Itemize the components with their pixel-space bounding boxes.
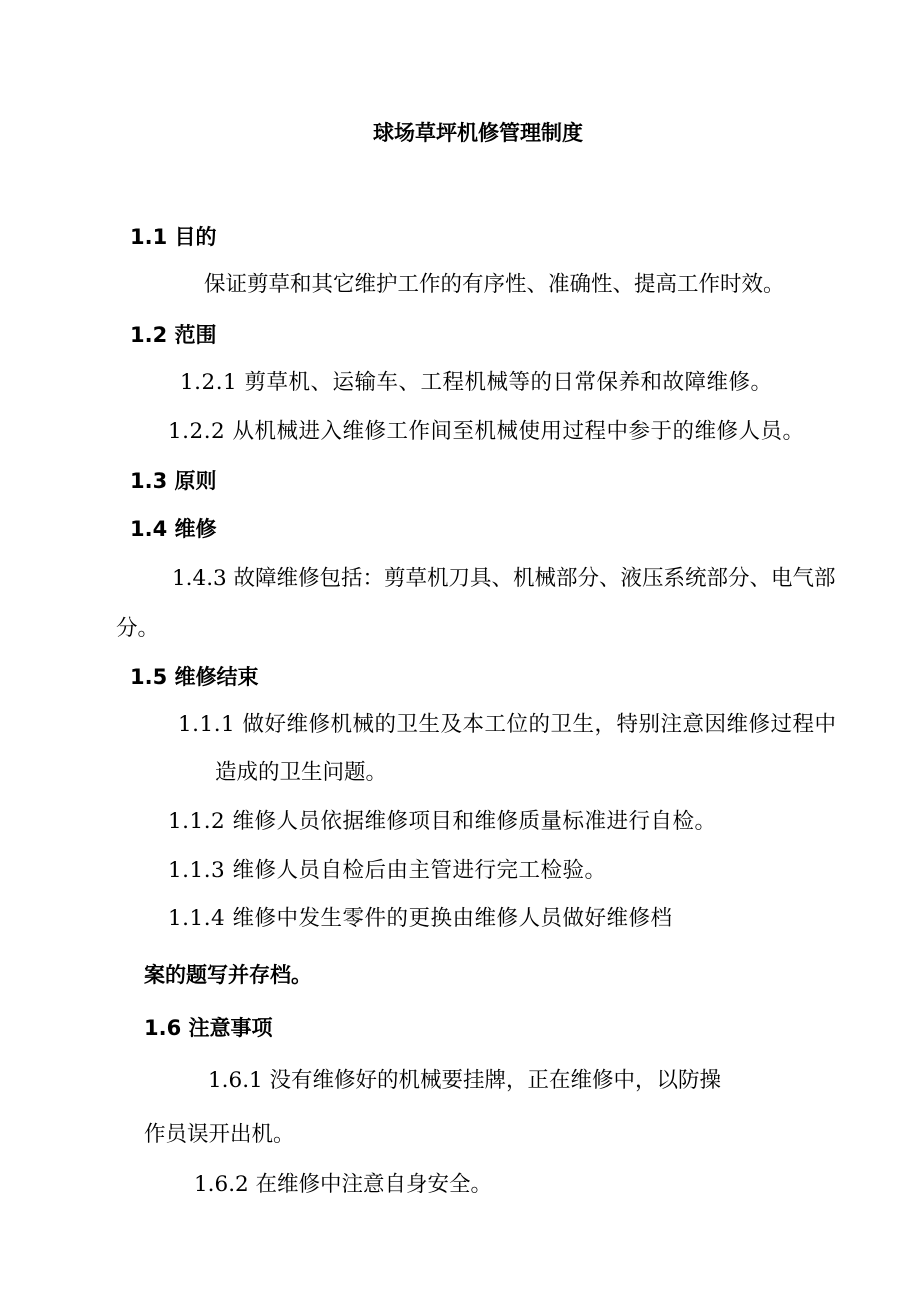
document-title: 球场草坪机修管理制度 bbox=[373, 121, 583, 145]
section-1-6-item-1-line-1: 1.6.1 没有维修好的机械要挂牌，正在维修中，以防操 bbox=[208, 1068, 722, 1093]
section-1-6-item-1-line-2: 作员误开出机。 bbox=[144, 1122, 295, 1147]
section-1-5-item-4-line-1: 1.1.4 维修中发生零件的更换由维修人员做好维修档 bbox=[168, 906, 673, 931]
section-1-5-item-4-line-2: 案的题写并存档。 bbox=[144, 963, 312, 987]
section-1-5-item-3: 1.1.3 维修人员自检后由主管进行完工检验。 bbox=[168, 858, 607, 883]
section-1-5-item-1-line-1: 1.1.1 做好维修机械的卫生及本工位的卫生，特别注意因维修过程中 bbox=[178, 712, 837, 737]
section-1-2-item-1: 1.2.1 剪草机、运输车、工程机械等的日常保养和故障维修。 bbox=[180, 370, 773, 395]
section-1-1-text: 保证剪草和其它维护工作的有序性、准确性、提高工作时效。 bbox=[204, 272, 785, 297]
section-1-2-item-2: 1.2.2 从机械进入维修工作间至机械使用过程中参于的维修人员。 bbox=[168, 419, 805, 444]
section-1-6-heading: 1.6 注意事项 bbox=[144, 1016, 273, 1040]
section-1-5-item-1-line-2: 造成的卫生问题。 bbox=[215, 760, 388, 785]
section-1-6-item-2: 1.6.2 在维修中注意自身安全。 bbox=[194, 1172, 493, 1197]
section-1-2-heading: 1.2 范围 bbox=[130, 323, 217, 347]
section-1-4-item-3-line-1: 1.4.3 故障维修包括：剪草机刀具、机械部分、液压系统部分、电气部 bbox=[172, 566, 836, 591]
section-1-4-item-3-line-2: 分。 bbox=[116, 616, 160, 641]
section-1-5-heading: 1.5 维修结束 bbox=[130, 665, 259, 689]
section-1-5-item-2: 1.1.2 维修人员依据维修项目和维修质量标准进行自检。 bbox=[168, 809, 717, 834]
section-1-4-heading: 1.4 维修 bbox=[130, 517, 217, 541]
section-1-3-heading: 1.3 原则 bbox=[130, 469, 217, 493]
section-1-1-heading: 1.1 目的 bbox=[130, 225, 217, 249]
